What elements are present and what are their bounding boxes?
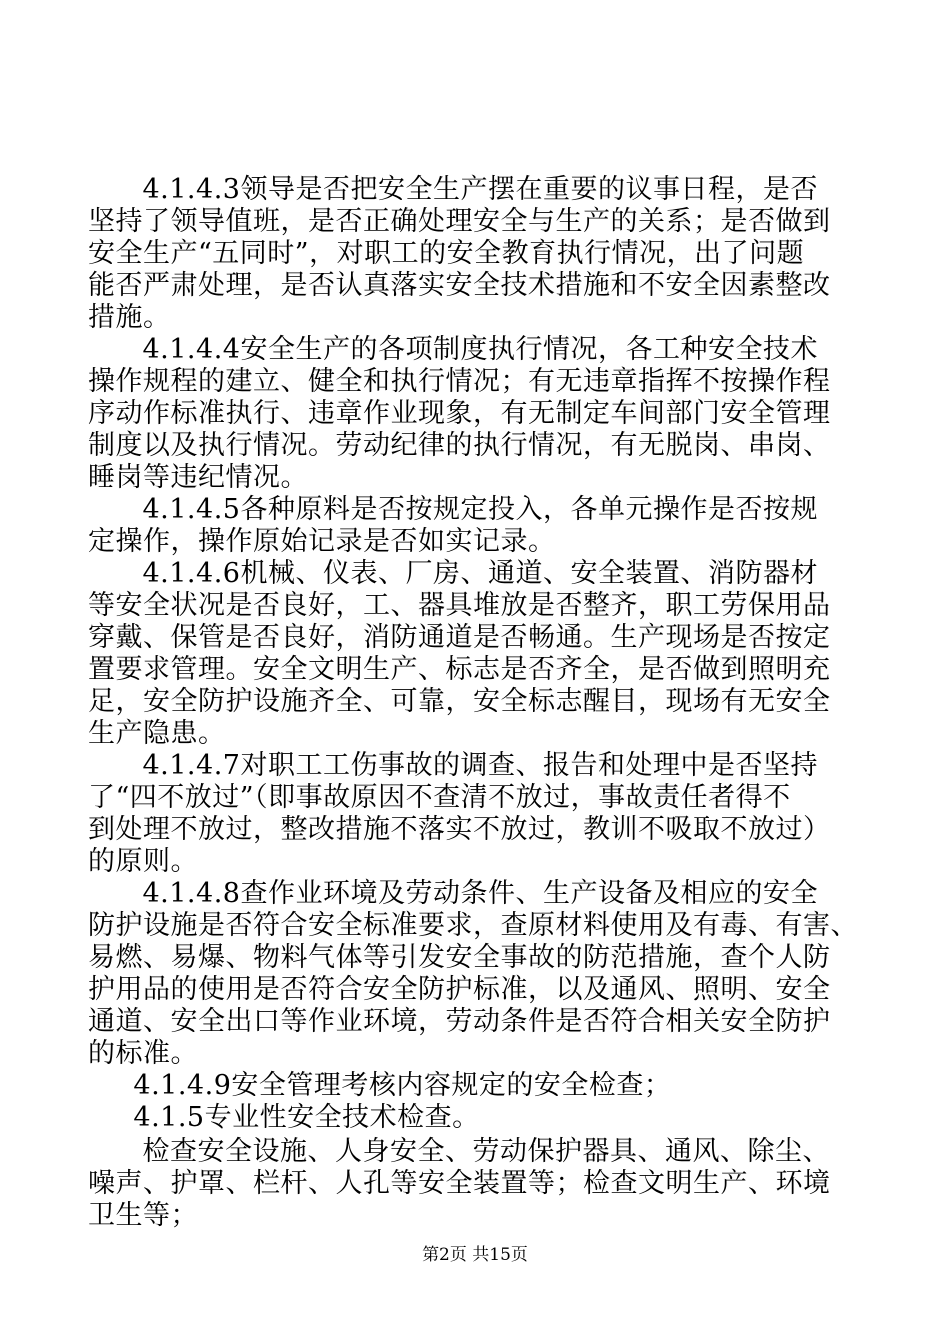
body-line: 4.1.4.6机械、仪表、厂房、通道、安全装置、消防器材 xyxy=(88,558,818,589)
body-line: 易燃、易爆、物料气体等引发安全事故的防范措施，查个人防 xyxy=(88,942,831,973)
body-line: 安全生产“五同时”，对职工的安全教育执行情况，出了问题 xyxy=(88,238,805,269)
body-line: 的原则。 xyxy=(88,846,198,877)
body-line: 坚持了领导值班，是否正确处理安全与生产的关系；是否做到 xyxy=(88,206,831,237)
body-line: 的标准。 xyxy=(88,1038,198,1069)
body-line: 噪声、护罩、栏杆、人孔等安全装置等；检查文明生产、环境 xyxy=(88,1168,831,1199)
body-line: 卫生等； xyxy=(88,1200,198,1231)
body-line: 4.1.4.9安全管理考核内容规定的安全检查； xyxy=(88,1070,672,1101)
body-line: 护用品的使用是否符合安全防护标准，以及通风、照明、安全 xyxy=(88,974,831,1005)
body-line: 4.1.4.8查作业环境及劳动条件、生产设备及相应的安全 xyxy=(88,878,818,909)
body-line: 防护设施是否符合安全标准要求，查原材料使用及有毒、有害、 xyxy=(88,910,858,941)
body-line: 生产隐患。 xyxy=(88,718,226,749)
body-line: 4.1.4.4安全生产的各项制度执行情况，各工种安全技术 xyxy=(88,334,818,365)
body-line: 4.1.4.7对职工工伤事故的调查、报告和处理中是否坚持 xyxy=(88,750,818,781)
body-line: 通道、安全出口等作业环境，劳动条件是否符合相关安全防护 xyxy=(88,1006,831,1037)
body-line: 定操作，操作原始记录是否如实记录。 xyxy=(88,526,556,557)
body-line: 睡岗等违纪情况。 xyxy=(88,462,308,493)
body-line: 4.1.5专业性安全技术检查。 xyxy=(88,1102,480,1133)
body-line: 了“四不放过”（即事故原因不查清不放过，事故责任者得不 xyxy=(88,782,791,813)
body-line: 措施。 xyxy=(88,302,171,333)
body-line: 足，安全防护设施齐全、可靠，安全标志醒目，现场有无安全 xyxy=(88,686,831,717)
body-line: 检查安全设施、人身安全、劳动保护器具、通风、除尘、 xyxy=(88,1136,830,1167)
body-line: 制度以及执行情况。劳动纪律的执行情况，有无脱岗、串岗、 xyxy=(88,430,831,461)
body-line: 4.1.4.5各种原料是否按规定投入，各单元操作是否按规 xyxy=(88,494,818,525)
body-line: 置要求管理。安全文明生产、标志是否齐全，是否做到照明充 xyxy=(88,654,831,685)
page-footer xyxy=(0,1244,950,1266)
body-line: 操作规程的建立、健全和执行情况；有无违章指挥不按操作程 xyxy=(88,366,831,397)
body-line: 到处理不放过，整改措施不落实不放过，教训不吸取不放过） xyxy=(88,814,831,845)
body-line: 能否严肃处理，是否认真落实安全技术措施和不安全因素整改 xyxy=(88,270,831,301)
body-line: 序动作标准执行、违章作业现象，有无制定车间部门安全管理 xyxy=(88,398,831,429)
body-line: 穿戴、保管是否良好，消防通道是否畅通。生产现场是否按定 xyxy=(88,622,831,653)
page-number: 第2页 共15页 xyxy=(422,1245,528,1265)
body-line: 4.1.4.3领导是否把安全生产摆在重要的议事日程，是否 xyxy=(88,174,818,205)
body-line: 等安全状况是否良好，工、器具堆放是否整齐，职工劳保用品 xyxy=(88,590,831,621)
